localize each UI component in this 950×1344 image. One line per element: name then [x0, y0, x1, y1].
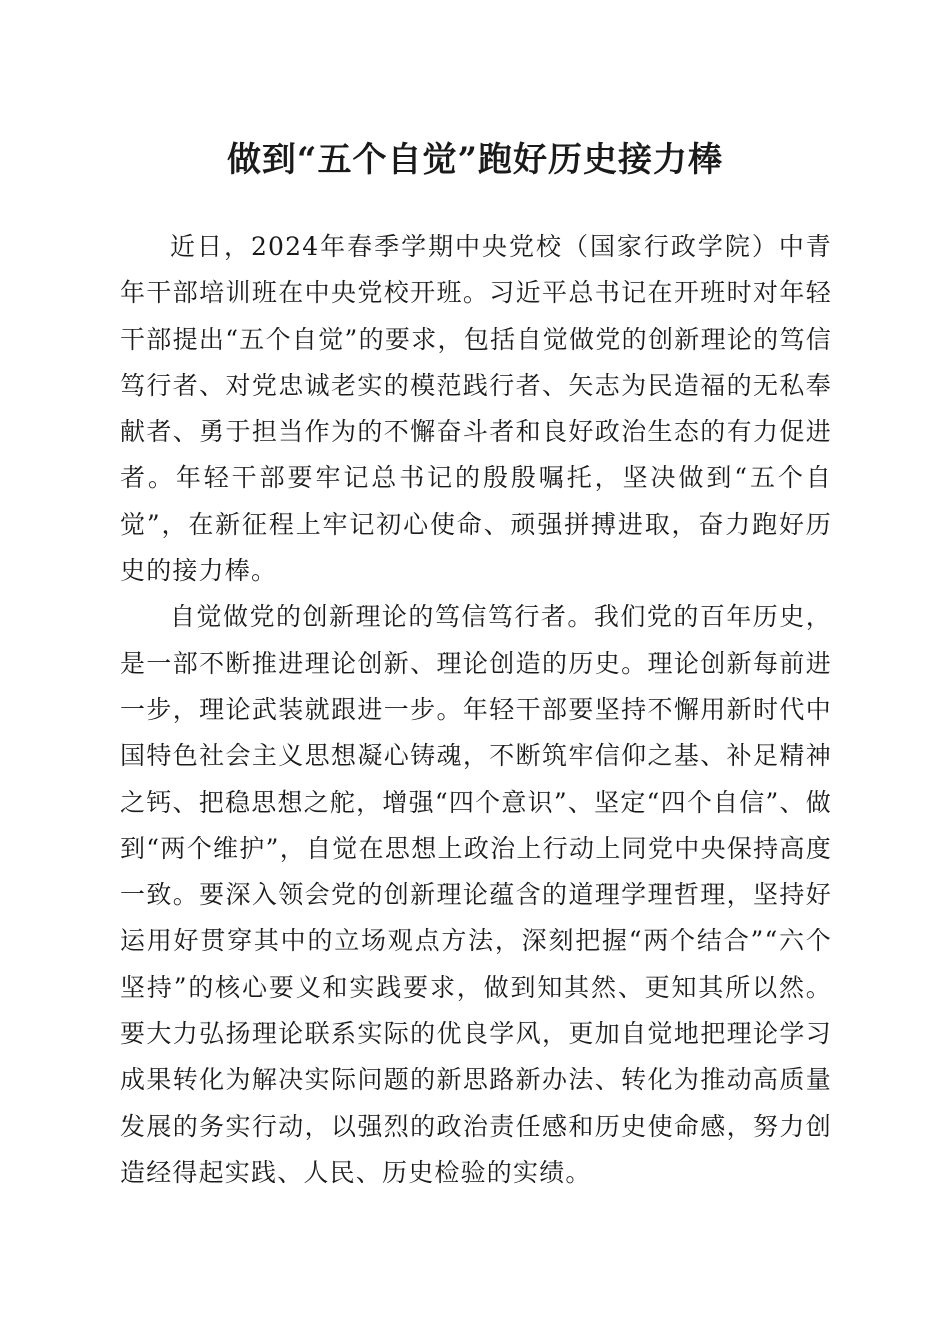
paragraph-1: 近日，2024年春季学期中央党校（国家行政学院）中青年干部培训班在中央党校开班。习近平总书记在开班时对年轻干部提出“五个自觉”的要求，包括自觉做党的创新理论的笃信笃行者、对党忠诚老实的模范践行者、矢志为民造福的无私奉献者、勇于担当作为的不懈奋斗者和良好政治生态的有力促进者。年轻干部要牢记总书记的殷殷嘱托，坚决做到“五个自觉”，在新征程上牢记初心使命、顽强拼搏进取，奋力跑好历史的接力棒。: [120, 232, 832, 586]
paragraph-2: 自觉做党的创新理论的笃信笃行者。我们党的百年历史，是一部不断推进理论创新、理论创造的历史。理论创新每前进一步，理论武装就跟进一步。年轻干部要坚持不懈用新时代中国特色社会主义思想凝心铸魂，不断筑牢信仰之基、补足精神之钙、把稳思想之舵，增强“四个意识”、坚定“四个自信”、做到“两个维护”，自觉在思想上政治上行动上同党中央保持高度一致。要深入领会党的创新理论蕴含的道理学理哲理，坚持好运用好贯穿其中的立场观点方法，深刻把握“两个结合”“六个坚持”的核心要义和实践要求，做到知其然、更知其所以然。要大力弘扬理论联系实际的优良学风，更加自觉地把理论学习成果转化为解决实际问题的新思路新办法、转化为推动高质量发展的务实行动，以强烈的政治责任感和历史使命感，努力创造经得起实践、人民、历史检验的实绩。: [120, 602, 832, 1187]
document-body: [120, 224, 832, 1196]
document-title: 做到“五个自觉”跑好历史接力棒: [226, 140, 724, 180]
